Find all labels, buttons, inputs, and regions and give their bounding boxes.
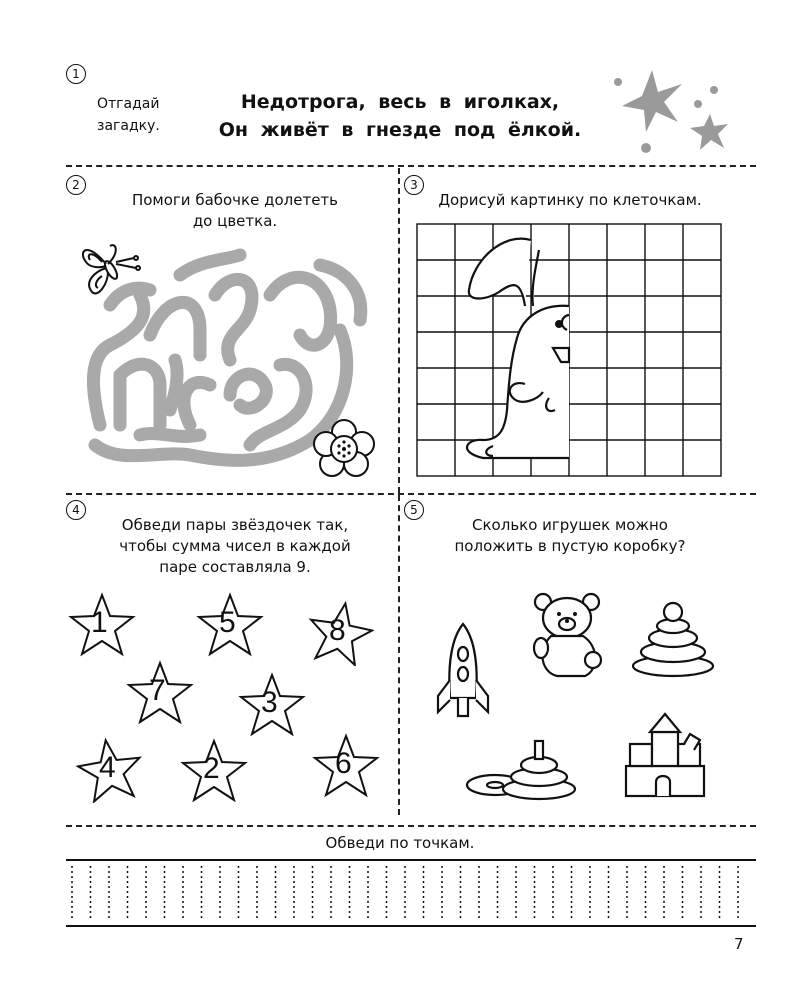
task5-number: 5	[404, 500, 424, 520]
star-1[interactable]	[68, 592, 136, 658]
star-number: 2	[203, 752, 220, 785]
star-number: 3	[261, 686, 278, 719]
riddle-text	[190, 88, 610, 144]
task2-number: 2	[66, 175, 86, 195]
task5-instruction	[420, 515, 720, 557]
task4-line3: паре составляла 9.	[159, 558, 311, 576]
star-number: 4	[99, 751, 116, 784]
task2-instruction	[90, 190, 380, 232]
star-5[interactable]	[196, 592, 264, 658]
star-6[interactable]	[312, 733, 380, 799]
riddle-line2: Он живёт в гнезде под ёлкой.	[218, 119, 582, 141]
stacking-rings-icon[interactable]	[463, 735, 583, 805]
riddle-line1: Недотрога, весь в иголках,	[240, 91, 560, 113]
task3-instruction: Дорисуй картинку по клеточкам.	[438, 191, 702, 209]
teddy-bear-icon[interactable]	[527, 590, 607, 682]
trace-instruction: Обведи по точкам.	[325, 834, 475, 852]
star-8[interactable]	[306, 600, 374, 666]
star-4[interactable]	[76, 737, 144, 803]
flower-icon[interactable]	[312, 418, 376, 480]
star-number: 8	[329, 614, 346, 647]
task5-line2: положить в пустую коробку?	[454, 537, 686, 555]
task2-line1: Помоги бабочке долететь	[131, 191, 339, 209]
task1-instruction-line1: Отгадай	[97, 96, 160, 112]
decorative-stars-icon	[610, 62, 740, 162]
task4-line2: чтобы сумма чисел в каждой	[119, 537, 351, 555]
drawing-grid[interactable]	[413, 220, 723, 480]
divider-vertical-top	[398, 168, 400, 493]
task4-number: 4	[66, 500, 86, 520]
trace-lines[interactable]	[66, 858, 756, 930]
pyramid-toy-icon[interactable]	[628, 600, 718, 680]
task2-line2: до цветка.	[192, 212, 278, 230]
star-7[interactable]	[126, 660, 194, 726]
divider-bottom	[66, 825, 756, 827]
task3-number: 3	[404, 175, 424, 195]
rocket-icon[interactable]	[432, 620, 494, 720]
page-number: 7	[734, 935, 744, 953]
half-bunny-icon	[467, 239, 569, 458]
divider-vertical-bottom	[398, 495, 400, 815]
star-3[interactable]	[238, 672, 306, 738]
star-number: 6	[335, 747, 352, 780]
star-2[interactable]	[180, 738, 248, 804]
task4-instruction	[90, 515, 380, 578]
divider-middle	[66, 493, 756, 495]
toy-blocks-castle-icon[interactable]	[620, 710, 710, 800]
task1-instruction-line2: загадку.	[97, 118, 160, 134]
task5-line1: Сколько игрушек можно	[472, 516, 668, 534]
divider-top	[66, 165, 756, 167]
star-number: 5	[219, 606, 236, 639]
task1-number: 1	[66, 64, 86, 84]
star-number: 7	[149, 674, 166, 707]
task4-line1: Обведи пары звёздочек так,	[121, 516, 349, 534]
star-number: 1	[91, 606, 108, 639]
